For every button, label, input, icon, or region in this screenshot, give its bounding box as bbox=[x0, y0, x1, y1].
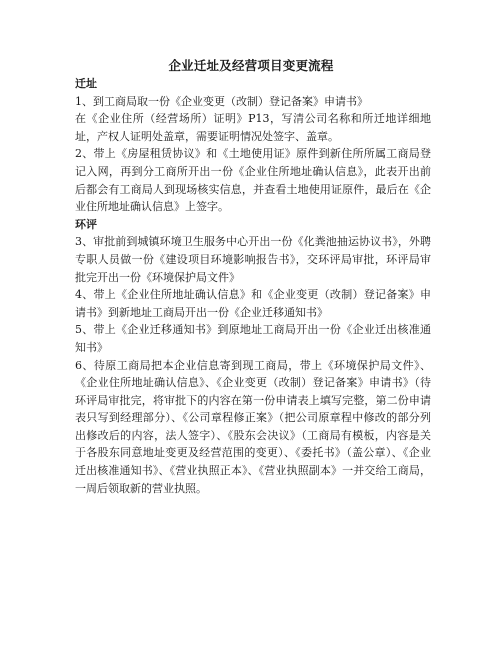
paragraph: 1、到工商局取一份《企业变更（改制）登记备案》申请书》 bbox=[75, 94, 368, 108]
section-heading-relocation: 迁址 bbox=[75, 77, 97, 90]
paragraph: 在《企业住所（经营场所）证明》P13，写清公司名称和所迁地详细地址，产权人证明处盖章，需要证明情况处签字、盖章。 bbox=[75, 112, 431, 143]
document-body bbox=[75, 75, 431, 497]
document-title: 企业迁址及经营项目变更流程 bbox=[168, 58, 334, 73]
paragraph: 3、审批前到城镇环境卫生服务中心开出一份《化粪池抽运协议书》，外聘专职人员做一份《建设项目环境影响报告书》，交环评局审批，环评局审批完开出一份《环境保护局文件》 bbox=[75, 235, 431, 284]
paragraph: 6、待原工商局把本企业信息寄到现工商局，带上《环境保护局文件》、《企业住所地址确认信息》、《企业变更（改制）登记备案》申请书》（待环评局审批完，将审批下的内容在第一份申请表上填写完整，第二份申请表只写到经理部分）、《公司章程修正案》（把公司原章程中修改的部分列出修改后的内容，法人签字）、《股东会决议》（工商局有模板，内容是关于各股东同意地址变更及经营范围的变更）、《委托书》（盖公章）、《企业迁出核准通知书》、《营业执照正本》、《营业执照副本》一并交给工商局，一周后领取新的营业执照。 bbox=[75, 358, 431, 495]
paragraph: 2、带上《房屋租赁协议》和《土地使用证》原件到新住所所属工商局登记入网，再到分工商所开出一份《企业住所地址确认信息》，此表开出前后都会有工商局人到现场核实信息，并查看土地使用证原件，最后在《企业住所地址确认信息》上签字。 bbox=[75, 147, 431, 214]
paragraph: 4、带上《企业住所地址确认信息》和《企业变更（改制）登记备案》申请书》到新地址工商局开出一份《企业迁移通知书》 bbox=[75, 288, 431, 319]
paragraph: 5、带上《企业迁移通知书》到原地址工商局开出一份《企业迁出核准通知书》 bbox=[75, 323, 431, 354]
section-heading-environmental: 环评 bbox=[75, 217, 97, 231]
